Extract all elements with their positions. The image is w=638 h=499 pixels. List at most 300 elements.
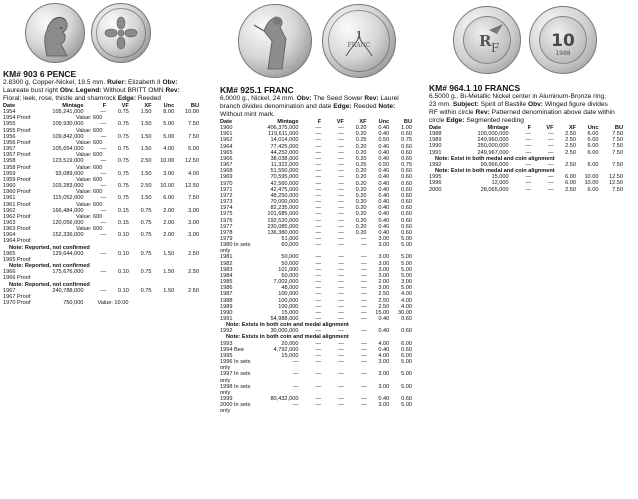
price-cell: — — [360, 254, 367, 261]
price-cell: — — [360, 285, 367, 292]
price-cell: — — [360, 371, 367, 378]
price-cell: 0.60 — [401, 143, 412, 150]
price-cell: — — [525, 161, 532, 168]
description-line — [429, 101, 635, 109]
price-cell: — — [338, 266, 344, 273]
mintage-cell: 51,000 — [281, 235, 299, 242]
mintage-cell: 103,283,000 — [52, 183, 84, 190]
mintage-cell: 101,000 — [278, 266, 299, 273]
price-cell: — — [338, 125, 344, 132]
price-cell: 2.00 — [163, 232, 175, 239]
price-cell: 1.50 — [163, 250, 175, 257]
price-cell: 0.60 — [401, 180, 412, 187]
price-cell: — — [360, 396, 367, 403]
svg-text:1988: 1988 — [555, 50, 571, 57]
date-cell: 1969 — [220, 174, 233, 181]
price-cell: 6.00 — [587, 186, 599, 193]
date-cell: 1955 — [3, 121, 16, 128]
value-cell: Value: 600 — [76, 139, 103, 146]
price-cell: — — [100, 133, 107, 140]
price-cell: — — [360, 359, 367, 366]
date-cell: 1983 — [220, 266, 233, 273]
column-header: Mintage — [62, 103, 84, 109]
date-cell: 2000 In sets only — [220, 402, 251, 415]
mintage-cell: 100,000 — [278, 303, 299, 310]
price-cell: — — [315, 131, 322, 138]
price-cell: 0.75 — [117, 109, 129, 116]
mintage-cell: 109,842,000 — [52, 133, 84, 140]
price-cell: 3.00 — [401, 279, 412, 286]
mintage-cell: 406,375,000 — [267, 125, 299, 132]
price-cell: 12.50 — [609, 180, 623, 187]
price-cell: 7.50 — [612, 149, 623, 156]
price-cell: — — [315, 217, 322, 224]
price-cell: 0.40 — [378, 328, 390, 335]
coin-obverse-queen-portrait-icon — [25, 3, 85, 63]
column-header: VF — [336, 119, 344, 125]
price-cell: — — [525, 174, 532, 181]
date-cell: 1965 Proof — [3, 256, 31, 263]
price-cell: 3.00 — [378, 242, 390, 249]
price-cell: — — [315, 303, 322, 310]
price-cell: — — [315, 242, 322, 249]
price-table — [429, 125, 623, 193]
description-label: Subject: — [452, 101, 479, 108]
price-cell: 0.40 — [378, 186, 390, 193]
mintage-cell: 54,988,000 — [270, 316, 299, 322]
price-cell: 5.00 — [401, 371, 412, 378]
mintage-cell: 14,014,000 — [270, 137, 299, 144]
price-cell: 6.00 — [587, 137, 599, 144]
mintage-cell: 129,644,000 — [52, 250, 84, 257]
date-cell: 1971 — [220, 186, 233, 193]
price-cell: 4.00 — [378, 340, 390, 347]
price-cell: — — [338, 235, 344, 242]
price-cell: — — [525, 149, 532, 156]
value-cell: Value: 10.00 — [97, 300, 129, 306]
date-cell: 1992 — [429, 161, 442, 168]
price-cell: 0.60 — [401, 174, 412, 181]
mintage-cell: 249,967,000 — [477, 149, 509, 156]
price-cell: 10.00 — [584, 174, 599, 181]
price-cell: — — [360, 383, 367, 390]
date-cell: 1989 — [220, 303, 233, 310]
price-cell: 6.00 — [163, 195, 175, 202]
price-cell: — — [360, 266, 367, 273]
column-header: F — [527, 125, 532, 131]
price-cell: 1.50 — [140, 109, 152, 116]
coin-obverse-seed-sower-icon — [238, 4, 312, 78]
price-cell: 3.00 — [378, 402, 390, 409]
description-text: Reeded — [136, 95, 161, 102]
date-cell: 1956 — [3, 133, 16, 140]
price-cell: — — [315, 137, 322, 144]
date-cell: 1991 — [220, 316, 233, 322]
price-cell: 0.50 — [378, 137, 390, 144]
price-cell: 5.00 — [401, 235, 412, 242]
price-cell: 5.00 — [401, 383, 412, 390]
mintage-cell: 70,595,000 — [270, 174, 299, 181]
note-text: Note: Exist in both medal and coin alignment — [435, 168, 555, 175]
date-cell: 1961 — [220, 131, 233, 138]
price-cell: 0.25 — [355, 162, 367, 169]
mintage-cell: 30,000,000 — [270, 328, 299, 335]
price-cell: — — [360, 235, 367, 242]
price-cell: 3.00 — [378, 272, 390, 279]
price-cell: 0.40 — [378, 199, 390, 206]
price-cell: 3.00 — [163, 170, 175, 177]
price-cell: 0.60 — [401, 396, 412, 403]
coin-reverse-laurel-reverse-icon — [322, 4, 396, 78]
price-cell: — — [315, 199, 322, 206]
date-cell: 1988 — [220, 297, 233, 304]
date-cell: 1996 — [429, 180, 442, 187]
price-cell: — — [338, 340, 344, 347]
price-cell: — — [338, 131, 344, 138]
price-cell: 0.75 — [140, 207, 152, 214]
mintage-cell: 82,235,000 — [270, 205, 299, 212]
price-cell: — — [315, 229, 322, 236]
price-cell: — — [338, 309, 344, 316]
price-cell: 2.50 — [565, 186, 576, 193]
price-cell: 2.50 — [378, 291, 390, 298]
description-text: Patterned denomination above date within — [489, 109, 615, 116]
description-text: 23 mm. — [429, 101, 453, 108]
date-cell: 1999 — [220, 396, 233, 403]
value-cell: Value: 600 — [76, 189, 103, 196]
mintage-cell: 70,000,000 — [270, 199, 299, 206]
date-cell: 1963 — [3, 219, 16, 226]
table-row — [220, 402, 412, 414]
column-header: Unc — [163, 103, 175, 109]
price-cell: — — [338, 162, 344, 169]
mintage-cell: 123,519,000 — [52, 158, 84, 165]
description-label: Obv. Legend: — [59, 87, 102, 94]
date-cell: 1981 — [220, 254, 233, 261]
mintage-cell: 101,685,000 — [267, 211, 299, 218]
date-cell: 1964 — [220, 143, 233, 150]
price-cell: — — [315, 149, 322, 156]
mintage-cell: 175,676,000 — [52, 269, 84, 276]
coin-images — [429, 0, 635, 80]
price-cell: 0.60 — [401, 229, 412, 236]
price-cell: 0.60 — [401, 131, 412, 138]
mintage-cell: 15,000 — [281, 309, 299, 316]
price-cell: 0.20 — [355, 131, 367, 138]
price-cell: 2.50 — [565, 143, 576, 150]
price-cell: 0.60 — [401, 346, 412, 353]
mintage-cell: 100,000 — [278, 297, 299, 304]
price-cell: — — [338, 199, 344, 206]
price-cell: — — [100, 109, 107, 116]
price-cell: — — [338, 402, 344, 409]
date-cell: 1980 In sets only — [220, 242, 251, 255]
price-cell: — — [315, 272, 322, 279]
date-cell: 1954 Proof — [3, 115, 31, 122]
price-cell: — — [338, 279, 344, 286]
price-cell: 3.00 — [378, 266, 390, 273]
note-text: Note: Exist in both medal and coin alignment — [435, 155, 555, 162]
price-cell: 0.60 — [401, 205, 412, 212]
price-cell: 12.50 — [185, 183, 199, 190]
column-header: F — [102, 103, 107, 109]
mintage-cell: 100,000,000 — [477, 131, 509, 138]
listing-header: KM# 925.1 FRANC — [220, 85, 294, 95]
price-cell: — — [315, 291, 322, 298]
mintage-cell: 15,000 — [281, 352, 299, 359]
price-cell: — — [100, 158, 107, 165]
description-text: The Seed Sower — [311, 95, 365, 102]
price-cell: — — [100, 250, 107, 257]
mintage-cell: 250,000,000 — [477, 143, 509, 150]
price-cell: 0.25 — [355, 137, 367, 144]
mintage-cell: 7,002,000 — [273, 279, 299, 286]
value-cell: Value: 600 — [76, 213, 103, 220]
column-header: Unc — [587, 125, 599, 131]
date-cell: 1957 Proof — [3, 152, 31, 159]
price-cell: 0.60 — [401, 217, 412, 224]
date-cell: 1961 Proof — [3, 201, 31, 208]
price-cell: — — [338, 371, 344, 378]
price-cell: 0.20 — [355, 174, 367, 181]
price-cell: 0.75 — [117, 133, 129, 140]
price-cell: 3.00 — [378, 260, 390, 267]
price-cell: 0.40 — [378, 125, 390, 132]
price-cell: — — [315, 205, 322, 212]
price-cell: 4.00 — [163, 146, 175, 153]
price-cell: 0.40 — [378, 217, 390, 224]
mintage-cell: 20,000 — [281, 340, 299, 347]
price-cell: 0.20 — [355, 149, 367, 156]
mintage-cell: — — [292, 371, 299, 378]
price-cell: — — [315, 125, 322, 132]
price-cell: — — [338, 137, 344, 144]
price-cell: — — [338, 272, 344, 279]
price-cell: — — [547, 149, 554, 156]
price-cell: — — [100, 287, 107, 294]
mintage-cell: 152,336,000 — [52, 232, 84, 239]
description-text: circle — [429, 117, 447, 124]
price-cell: 4.00 — [401, 291, 412, 298]
price-cell: 6.00 — [401, 352, 412, 359]
note-text: Note: Exists in both coin and medal alignment — [226, 322, 349, 329]
price-cell: — — [100, 146, 107, 153]
description-text: Spirit of Bastille — [478, 101, 528, 108]
price-cell: 0.20 — [355, 180, 367, 187]
price-cell: — — [338, 359, 344, 366]
date-cell: 2000 — [429, 186, 442, 193]
price-cell: — — [315, 168, 322, 175]
ten-francs-icon — [543, 20, 583, 60]
date-cell: 1995 — [220, 352, 233, 359]
price-cell: 0.75 — [401, 137, 412, 144]
date-cell: 1990 — [220, 309, 233, 316]
column-header: Date — [3, 103, 16, 109]
date-cell: 1982 — [220, 260, 233, 267]
description-label: Obv: — [162, 79, 178, 86]
price-cell: 7.50 — [188, 133, 199, 140]
price-cell: — — [338, 211, 344, 218]
description — [3, 79, 206, 103]
price-cell: 0.40 — [378, 174, 390, 181]
table-row — [220, 371, 412, 383]
price-cell: 7.50 — [612, 131, 623, 138]
price-cell: 5.00 — [401, 242, 412, 249]
date-cell: 1989 — [429, 137, 442, 144]
price-cell: — — [315, 162, 322, 169]
price-cell: — — [315, 297, 322, 304]
price-cell: 0.20 — [355, 229, 367, 236]
price-cell: 0.60 — [401, 211, 412, 218]
price-cell: 0.60 — [401, 199, 412, 206]
date-cell: 1988 — [429, 131, 442, 138]
date-cell: 1976 — [220, 217, 233, 224]
price-cell: — — [338, 155, 344, 162]
price-cell: 4.00 — [401, 303, 412, 310]
price-cell: 2.50 — [140, 183, 152, 190]
price-cell: 4.00 — [401, 297, 412, 304]
description-label: Rev: — [475, 109, 490, 116]
column-header: F — [317, 119, 322, 125]
description-text: Without mint mark. — [220, 111, 275, 118]
price-cell: — — [338, 346, 344, 353]
price-cell: 0.75 — [117, 146, 129, 153]
coin-obverse-winged-figure-icon — [453, 6, 521, 74]
description-line — [429, 93, 635, 101]
price-cell: 5.00 — [401, 402, 412, 409]
price-cell: 0.75 — [140, 269, 152, 276]
price-cell: — — [315, 143, 322, 150]
price-cell: 2.50 — [188, 287, 199, 294]
price-cell: 0.75 — [140, 287, 152, 294]
date-cell: 1964 — [3, 232, 16, 239]
mintage-cell: 105,241,000 — [52, 109, 84, 116]
price-cell: 2.50 — [565, 161, 576, 168]
price-cell: 0.40 — [378, 168, 390, 175]
price-cell: 0.10 — [117, 232, 129, 239]
note-text: Note: Reported, not confirmed — [9, 281, 90, 288]
description-label: Rev: — [364, 95, 379, 102]
date-cell: 1978 — [220, 229, 233, 236]
value-cell: Value: 600 — [76, 164, 103, 171]
description-label: Edge: — [117, 95, 137, 102]
price-cell: — — [338, 260, 344, 267]
price-cell: — — [547, 180, 554, 187]
date-cell: 1955 Proof — [3, 127, 31, 134]
price-cell: — — [360, 242, 367, 249]
mintage-cell: 48,250,000 — [270, 192, 299, 199]
column-header: BU — [403, 119, 412, 125]
date-cell: 1995 — [429, 174, 442, 181]
price-cell: — — [315, 352, 322, 359]
price-cell: 3.00 — [378, 254, 390, 261]
description-line — [220, 95, 420, 103]
date-cell: 1964 Proof — [3, 238, 31, 245]
description-label: Ruler: — [107, 79, 127, 86]
price-cell: — — [100, 269, 107, 276]
date-cell: 1957 — [3, 146, 16, 153]
price-cell: 12.50 — [609, 174, 623, 181]
price-cell: — — [100, 219, 107, 226]
mintage-cell: 136,380,000 — [267, 229, 299, 236]
price-cell: — — [360, 309, 367, 316]
description-line — [220, 103, 420, 111]
price-cell: 0.50 — [378, 162, 390, 169]
description-label: Note: — [378, 103, 396, 110]
price-cell: — — [315, 359, 322, 366]
price-cell: 0.20 — [355, 168, 367, 175]
price-cell: 0.20 — [355, 211, 367, 218]
coin-images — [3, 0, 206, 66]
price-cell: 30.00 — [398, 309, 412, 316]
price-cell: 2.50 — [565, 137, 576, 144]
price-cell: 0.20 — [355, 155, 367, 162]
price-cell: 0.40 — [378, 205, 390, 212]
price-cell: — — [315, 371, 322, 378]
description-label: Rev: — [165, 87, 180, 94]
price-cell: 0.40 — [378, 155, 390, 162]
price-cell: 0.40 — [378, 223, 390, 230]
price-cell: 2.00 — [378, 279, 390, 286]
price-cell: — — [315, 235, 322, 242]
column-6-pence — [3, 0, 206, 306]
date-cell: 1962 — [3, 207, 16, 214]
price-cell: 0.40 — [378, 143, 390, 150]
price-cell: 0.40 — [378, 396, 390, 403]
price-cell: 1.50 — [163, 269, 175, 276]
mintage-cell: 109,930,000 — [52, 121, 84, 128]
date-cell: 1967 — [220, 162, 233, 169]
price-cell: — — [547, 131, 554, 138]
mintage-cell: 50,000 — [281, 254, 299, 261]
price-cell: 0.40 — [378, 149, 390, 156]
price-cell: 2.50 — [565, 149, 576, 156]
price-cell: — — [338, 328, 344, 335]
price-cell: — — [338, 223, 344, 230]
value-cell: Value: 600 — [76, 152, 103, 159]
date-cell: 1956 Proof — [3, 139, 31, 146]
column-header: Unc — [378, 119, 390, 125]
price-cell: 0.60 — [401, 192, 412, 199]
date-cell: 1965 — [3, 250, 16, 257]
description — [220, 95, 420, 119]
price-cell: — — [338, 149, 344, 156]
svg-text:F: F — [491, 41, 500, 55]
date-cell: 1967 — [3, 287, 16, 294]
price-cell: — — [547, 137, 554, 144]
price-cell: 0.20 — [355, 205, 367, 212]
price-cell: 10.00 — [185, 109, 199, 116]
price-cell: 0.40 — [378, 346, 390, 353]
value-cell: Value: 600 — [76, 115, 103, 122]
price-cell: — — [525, 131, 532, 138]
price-cell: 2.50 — [565, 131, 576, 138]
column-header: XF — [359, 119, 367, 125]
date-cell: 1970 Proof — [3, 300, 31, 306]
price-cell: 0.20 — [355, 199, 367, 206]
date-cell: 1985 — [220, 279, 233, 286]
price-cell: 0.75 — [117, 121, 129, 128]
price-cell: — — [338, 352, 344, 359]
price-cell: — — [315, 340, 322, 347]
date-cell: 1993 — [220, 340, 233, 347]
value-cell: Value: 600 — [76, 201, 103, 208]
mintage-cell: 28,065,000 — [480, 186, 509, 193]
price-cell: 6.00 — [565, 174, 576, 181]
price-cell: — — [338, 396, 344, 403]
price-cell: — — [360, 340, 367, 347]
price-cell: 3.00 — [378, 359, 390, 366]
